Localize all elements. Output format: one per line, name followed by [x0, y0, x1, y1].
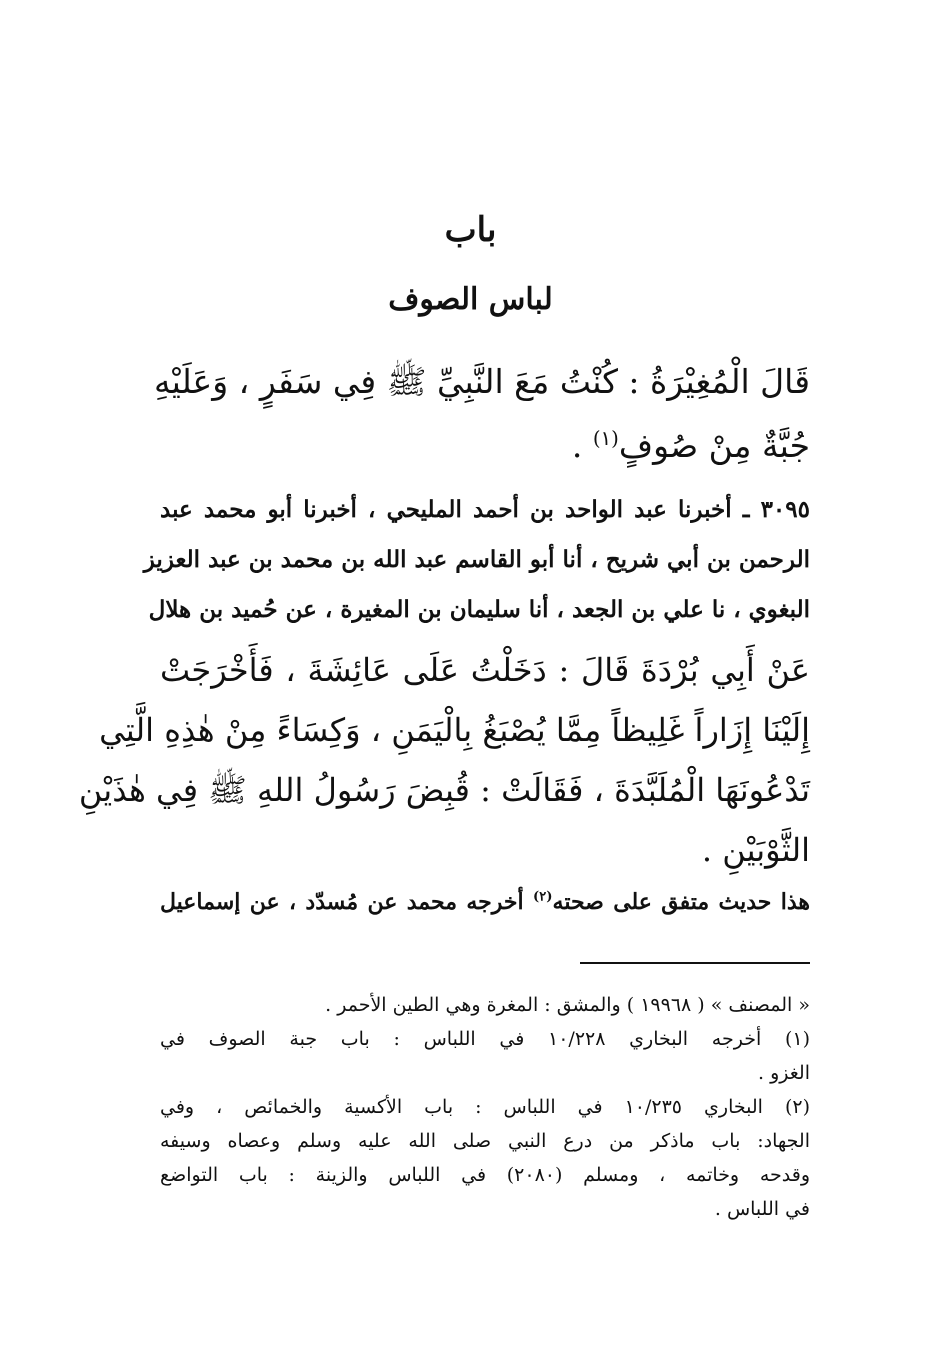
footnote-marker: (١) — [592, 427, 619, 450]
footnote-line: الجهاد: باب ماذكر من درع النبي صلى الله عليه وسلم وعصاه وسيفه — [160, 1130, 810, 1152]
quote-line — [160, 414, 810, 478]
isnad-paragraph — [143, 485, 810, 635]
hadith-line: إِلَيْنَا إِزَاراً غَلِيظاً مِمَّا يُصْبَغُ بِالْيَمَنِ ، وَكِسَاءً مِنْ هٰذِهِ الَّتِي — [99, 711, 810, 749]
commentary-line — [160, 878, 810, 926]
hadith-paragraph — [78, 640, 810, 880]
footnotes-section — [160, 988, 810, 1226]
quote-line: قَالَ الْمُغِيْرَةُ : كُنْتُ مَعَ النَّبِيِّ ﷺ فِي سَفَرٍ ، وَعَلَيْهِ — [153, 362, 810, 401]
chapter-heading: باب — [444, 210, 497, 250]
commentary-paragraph — [160, 878, 810, 926]
quote-line-text: جُبَّةٌ مِنْ صُوفٍ — [618, 426, 810, 465]
isnad-line: الرحمن بن أبي شريح ، أنا أبو القاسم عبد الله بن محمد بن عبد العزيز — [143, 546, 810, 573]
footnote-marker: (٢) — [532, 889, 553, 905]
hadith-line: الثَّوْبَيْنِ . — [701, 831, 810, 869]
commentary-text-start: هذا حديث متفق على صحته — [552, 889, 811, 915]
hadith-line: عَنْ أَبِي بُرْدَةَ قَالَ : دَخَلْتُ عَلَى عَائِشَةَ ، فَأَخْرَجَتْ — [160, 651, 810, 689]
quote-paragraph — [153, 350, 810, 478]
footnote-line: (١) أخرجه البخاري ١٠/٢٢٨ في اللباس : باب جبة الصوف في — [160, 1028, 810, 1050]
isnad-line: ٣٠٩٥ ـ أخبرنا عبد الواحد بن أحمد المليحي ، أخبرنا أبو محمد عبد — [160, 496, 810, 523]
isnad-line: البغوي ، نا علي بن الجعد ، أنا سليمان بن المغيرة ، عن حُميد بن هلال — [148, 596, 810, 623]
footnote-line: الغزو . — [758, 1062, 810, 1084]
footnote-divider — [580, 962, 810, 964]
chapter-title: لباس الصوف — [388, 282, 553, 317]
footnote-line: وقدحه وخاتمه ، ومسلم (٢٠٨٠) في اللباس والزينة : باب التواضع — [160, 1164, 810, 1186]
quote-end: . — [571, 426, 583, 465]
hadith-line: تَدْعُونَهَا الْمُلَبَّدَةَ ، فَقَالَتْ : قُبِضَ رَسُولُ اللهِ ﷺ فِي هٰذَيْنِ — [78, 771, 810, 809]
commentary-text-end: أخرجه محمد عن مُسدّد ، عن إسماعيل — [160, 889, 524, 915]
footnote-line: « المصنف » ( ١٩٩٦٨ ) والمشق : المغرة وهي الطين الأحمر . — [325, 994, 810, 1016]
footnote-line: في اللباس . — [714, 1198, 810, 1220]
footnote-line: (٢) البخاري ١٠/٢٣٥ في اللباس : باب الأكسية والخمائص ، وفي — [160, 1096, 810, 1118]
